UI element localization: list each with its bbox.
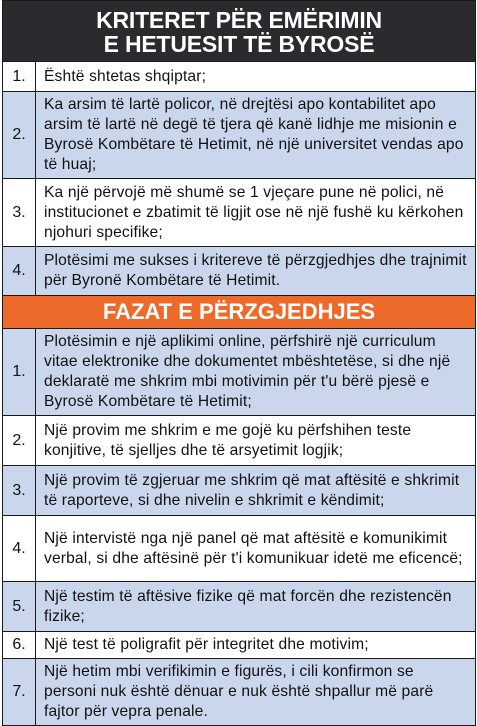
- phase-row: [3, 632, 476, 659]
- criteria-header-row: [3, 1, 476, 62]
- row-text: Plotësimi me sukses i kritereve të përzgjedhjes dhe trajnimit për Byronë Kombëtare të Hetimit.: [36, 247, 476, 296]
- criteria-row: [3, 179, 476, 247]
- row-number: 5.: [3, 582, 36, 632]
- row-text: Ka një përvojë më shumë se 1 vjeçare pune në polici, në institucionet e zbatimit të ligjit ose në një fushë ku kërkohen njohuri specifike;: [36, 179, 476, 247]
- criteria-row: [3, 62, 476, 92]
- row-text: Një hetim mbi verifikimin e figurës, i cili konfirmon se personi nuk është dënuar e nuk është shpallur më parë fajtor për vepra penale.: [36, 659, 476, 726]
- phase-row: [3, 516, 476, 582]
- phase-row: [3, 466, 476, 516]
- phases-header-row: [3, 296, 476, 329]
- row-text: Plotësimin e një aplikimi online, përfshirë një curriculum vitae elektronike dhe dokumentet mbështetëse, si dhe një deklaratë me shkrim mbi motivimin për t'u bërë pjesë e Byrosë Kombëtare të Hetimit;: [36, 329, 476, 416]
- row-number: 2.: [3, 92, 36, 179]
- criteria-row: [3, 92, 476, 179]
- row-number: 1.: [3, 62, 36, 92]
- row-number: 1.: [3, 329, 36, 416]
- row-text: Ka arsim të lartë policor, në drejtësi apo kontabilitet apo arsim të lartë në degë të tjera që kanë lidhje me misionin e Byrosë Kombëtare të Hetimit, në një universitet vendas apo të huaj;: [36, 92, 476, 179]
- criteria-title-line2: E HETUESIT TË BYROSË: [103, 31, 375, 57]
- row-number: 2.: [3, 416, 36, 466]
- row-text: Një test të poligrafit për integritet dhe motivim;: [36, 632, 476, 659]
- row-number: 4.: [3, 516, 36, 582]
- phase-row: [3, 416, 476, 466]
- criteria-row: [3, 247, 476, 296]
- phase-row: [3, 659, 476, 726]
- row-number: 4.: [3, 247, 36, 296]
- phase-row: [3, 582, 476, 632]
- row-number: 3.: [3, 466, 36, 516]
- row-text: Një testim të aftësive fizike që mat forcën dhe rezistencën fizike;: [36, 582, 476, 632]
- row-text: Është shtetas shqiptar;: [36, 62, 476, 92]
- row-text: Një provim me shkrim e me gojë ku përfshihen teste konjitive, të sjelljes dhe të arsyetimit logjik;: [36, 416, 476, 466]
- phases-title: FAZAT E PËRZGJEDHJES: [3, 296, 476, 329]
- criteria-table: [2, 0, 476, 726]
- phase-row: [3, 329, 476, 416]
- row-number: 3.: [3, 179, 36, 247]
- criteria-title-line1: KRITERET PËR EMËRIMIN: [96, 7, 382, 33]
- row-number: 7.: [3, 659, 36, 726]
- row-text: Një intervistë nga një panel që mat aftësitë e komunikimit verbal, si dhe aftësinë për t'i komunikuar idetë me eficencë;: [36, 516, 476, 582]
- row-number: 6.: [3, 632, 36, 659]
- criteria-title: [3, 1, 476, 62]
- row-text: Një provim të zgjeruar me shkrim që mat aftësitë e shkrimit të raporteve, si dhe nivelin e shkrimit e këndimit;: [36, 466, 476, 516]
